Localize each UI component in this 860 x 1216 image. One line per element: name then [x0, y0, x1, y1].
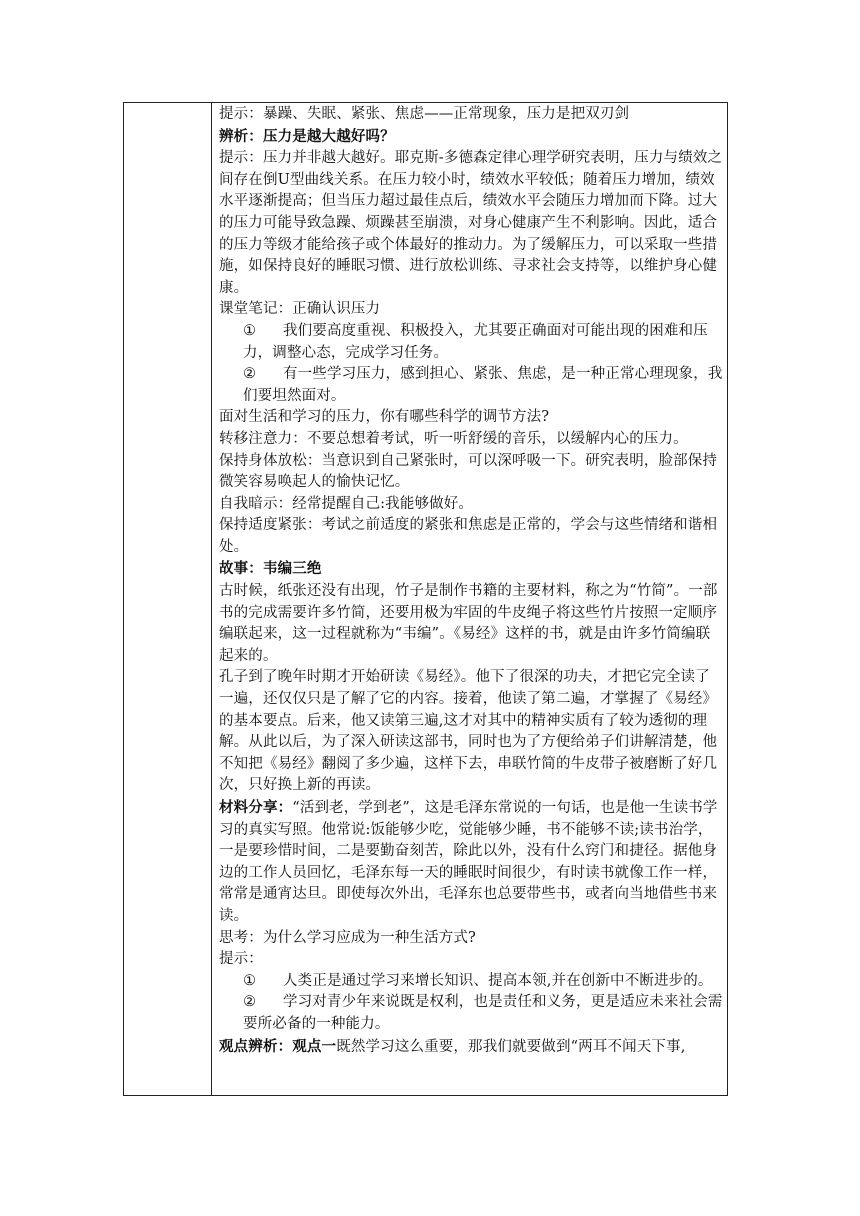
- text: 保持适度紧张：考试之前适度的紧张和焦虑是正常的，学会与这些情绪和谐相处。: [219, 517, 718, 555]
- text: 学习对青少年来说既是权利，也是责任和义务，更是适应未来社会需要所必备的一种能力。: [243, 994, 723, 1032]
- text: 既然学习这么重要，那我们就要做到“两耳不闻天下事,: [336, 1038, 686, 1055]
- class-notes-title: [219, 299, 723, 321]
- bold-label: 辨析：压力是越大越好吗？: [219, 127, 395, 145]
- analysis-heading: [219, 126, 723, 149]
- text: 保持身体放松：当意识到自己紧张时，可以深呼吸一下。研究表明，脸部保持微笑容易唤起人的愉快记忆。: [219, 452, 718, 491]
- text: 有一些学习压力，感到担心、紧张、焦虑，是一种正常心理现象，我们要坦然面对。: [243, 366, 723, 404]
- text: 提示：暴躁、失眠、紧张、焦虑——正常现象，压力是把双刃剑: [219, 106, 630, 122]
- text: 古时候，纸张还没有出现，竹子是制作书籍的主要材料，称之为“竹简”。一部书的完成需要许多竹简，还要用极为牢固的牛皮绳子将这些竹片按照一定顺序编联起来，这一过程就称为“韦编”。《易经》这样的书，就是由许多竹简编联起来的。: [219, 583, 718, 664]
- notes-item-1: [219, 321, 723, 364]
- viewpoint-analysis: [219, 1036, 723, 1059]
- text: 自我暗示：经常提醒自己:我能够做好。: [219, 495, 474, 512]
- text: 我们要高度重视、积极投入，尤其要正确面对可能出现的困难和压力，调整心态，完成学习任务。: [243, 322, 708, 361]
- method-self-suggestion: [219, 494, 723, 516]
- text: 孔子到了晚年时期才开始研读《易经》。他下了很深的功夫，才把它完全读了一遍，还仅仅只是了解了它的内容。接着，他读了第二遍，才掌握了《易经》的基本要点。后来，他又读第三遍,这才对其中的精神实质有了较为透彻的理解。从此以后，为了深入研读这部书，同时也为了方便给弟子们讲解清楚，他不知把《易经》翻阅了多少遍，这样下去，串联竹简的牛皮带子被磨断了好几次，只好换上新的再读。: [219, 669, 718, 794]
- text: 人类正是通过学习来增长知识、提高本领,并在创新中不断进步的。: [283, 972, 713, 989]
- number-marker: ②: [243, 994, 257, 1011]
- number-marker: ②: [243, 366, 257, 383]
- story-paragraph-1: [219, 581, 723, 667]
- text: 转移注意力：不要总想着考试，听一听舒缓的音乐，以缓解内心的压力。: [219, 430, 688, 447]
- material-share-paragraph: [219, 797, 723, 928]
- text: 提示：压力并非越大越好。耶克斯-多德森定律心理学研究表明，压力与绩效之间存在倒U型曲线关系。在压力较小时，绩效水平较低；随着压力增加，绩效水平逐渐提高；但当压力超过最佳点后，绩效水平会随压力增加而下降。过大的压力可能导致急躁、烦躁甚至崩溃，对身心健康产生不利影响。因此，适合的压力等级才能给孩子或个体最好的推动力。为了缓解压力，可以采取一些措施，如保持良好的睡眠习惯、进行放松训练、寻求社会支持等，以维护身心健康。: [219, 150, 723, 296]
- hint-pressure-line: [219, 104, 723, 126]
- table-column-divider: [211, 102, 212, 1096]
- story-heading: [219, 558, 723, 581]
- bold-label: 故事：韦编三绝: [219, 560, 322, 578]
- hint-item-1: [219, 971, 723, 993]
- bold-label: 材料分享：: [219, 799, 293, 816]
- method-relax-body: [219, 451, 723, 494]
- text: “活到老，学到老”，这是毛泽东常说的一句话，也是他一生读书学习的真实写照。他常说:饭能够少吃，觉能够少睡，书不能够不读;读书治学，一是要珍惜时间，二是要勤奋刻苦，除此以外，没有什么窍门和捷径。据他身边的工作人员回忆，毛泽东每一天的睡眠时间很少，有时读书就像工作一样，常常是通宵达旦。即使每次外出，毛泽东也总要带些书，或者向当地借些书来读。: [219, 800, 718, 924]
- bold-label: 观点辨析：观点一: [219, 1037, 337, 1055]
- text: 提示：: [219, 951, 263, 968]
- text: 课堂笔记：正确认识压力: [219, 301, 381, 318]
- text: 面对生活和学习的压力，你有哪些科学的调节方法?: [219, 409, 550, 426]
- text: 思考：为什么学习应成为一种生活方式?: [219, 929, 476, 946]
- number-marker: ①: [243, 972, 257, 989]
- method-moderate-tension: [219, 515, 723, 558]
- story-paragraph-2: [219, 667, 723, 797]
- lesson-content-cell: [219, 104, 723, 1058]
- notes-item-2: [219, 364, 723, 407]
- method-divert-attention: [219, 429, 723, 451]
- number-marker: ①: [243, 322, 257, 339]
- hint-label: [219, 949, 723, 971]
- hint-paragraph: [219, 148, 723, 299]
- hint-item-2: [219, 992, 723, 1035]
- think-question: [219, 928, 723, 950]
- question-line: [219, 407, 723, 429]
